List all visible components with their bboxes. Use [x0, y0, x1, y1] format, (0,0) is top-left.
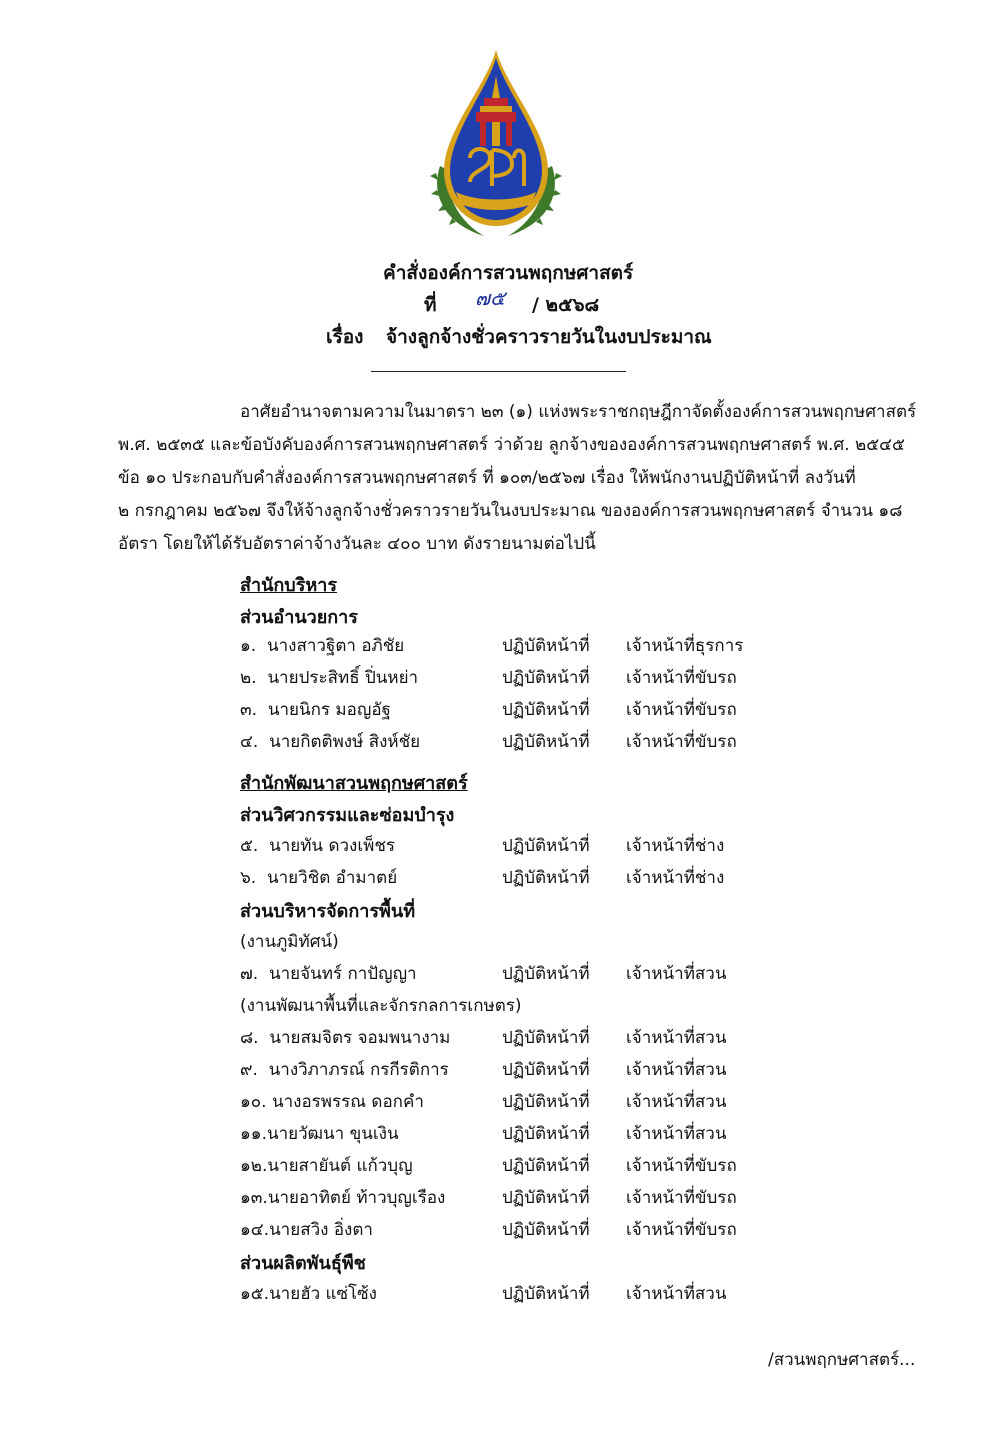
staff-position: เจ้าหน้าที่สวน [626, 1092, 727, 1112]
staff-name: นายทัน ดวงเพ็ชร [269, 836, 396, 856]
staff-no: ๗. [240, 964, 259, 984]
staff-no: ๘. [240, 1028, 259, 1048]
staff-no: ๙. [240, 1060, 258, 1080]
staff-row [240, 1024, 450, 1051]
staff-no: ๒. [240, 668, 257, 688]
section-eng-division: ส่วนวิศวกรรมและซ่อมบำรุง [240, 805, 455, 826]
staff-duty: ปฏิบัติหน้าที่ [502, 964, 590, 984]
staff-position: เจ้าหน้าที่ขับรถ [626, 668, 737, 688]
staff-duty: ปฏิบัติหน้าที่ [502, 732, 590, 752]
organization-logo [426, 46, 566, 246]
staff-position: เจ้าหน้าที่ช่าง [626, 836, 725, 856]
staff-no: ๓. [240, 700, 258, 720]
unit-landscape: (งานภูมิทัศน์) [240, 932, 339, 952]
staff-name: นายสายันต์ แก้วบุญ [267, 1156, 413, 1176]
staff-row [240, 1120, 399, 1147]
staff-position: เจ้าหน้าที่ช่าง [626, 868, 725, 888]
staff-duty: ปฏิบัติหน้าที่ [502, 1028, 590, 1048]
staff-name: นายอาทิตย์ ท้าวบุญเรือง [267, 1188, 446, 1208]
staff-row [240, 864, 397, 891]
staff-position: เจ้าหน้าที่สวน [626, 1124, 727, 1144]
order-number-year: / ๒๕๖๘ [532, 294, 600, 316]
unit-agri: (งานพัฒนาพื้นที่และจักรกลการเกษตร) [240, 996, 522, 1016]
staff-name: นายฮัว แซ่โซ้ง [269, 1284, 377, 1304]
staff-duty: ปฏิบัติหน้าที่ [502, 1188, 590, 1208]
staff-row [240, 1152, 413, 1179]
staff-no: ๑๓. [240, 1188, 268, 1208]
staff-position: เจ้าหน้าที่สวน [626, 1028, 727, 1048]
staff-name: นางวิภาภรณ์ กรกีรติการ [268, 1060, 449, 1080]
title-divider [371, 371, 626, 372]
staff-position: เจ้าหน้าที่สวน [626, 1060, 727, 1080]
order-number-label: ที่ [424, 294, 437, 316]
staff-position: เจ้าหน้าที่ขับรถ [626, 1156, 737, 1176]
staff-name: นายกิตติพงษ์ สิงห์ชัย [269, 732, 421, 752]
continuation-marker: /สวนพฤกษศาสตร์... [768, 1350, 916, 1370]
order-title: คำสั่งองค์การสวนพฤกษศาสตร์ [383, 262, 634, 284]
staff-name: นางอรพรรณ ดอกคำ [271, 1092, 424, 1112]
order-number-handwritten: ๗๕ [475, 286, 506, 310]
section-plant-division: ส่วนผลิตพันธุ์พืช [240, 1253, 366, 1274]
section-area-division: ส่วนบริหารจัดการพื้นที่ [240, 901, 416, 922]
staff-position: เจ้าหน้าที่ขับรถ [626, 732, 737, 752]
staff-name: นายจันทร์ กาปัญญา [269, 964, 417, 984]
staff-name: นายประสิทธิ์ ปิ่นหย่า [267, 668, 419, 688]
staff-duty: ปฏิบัติหน้าที่ [502, 700, 590, 720]
staff-no: ๖. [240, 868, 257, 888]
staff-position: เจ้าหน้าที่ขับรถ [626, 1188, 737, 1208]
staff-name: นายสมจิตร จอมพนางาม [269, 1028, 451, 1048]
section-office-admin: สำนักบริหาร [240, 575, 338, 596]
staff-name: นายวัฒนา ขุนเงิน [267, 1124, 399, 1144]
staff-duty: ปฏิบัติหน้าที่ [502, 1060, 590, 1080]
staff-no: ๑. [240, 636, 257, 656]
staff-name: นายวิชิต อำมาตย์ [267, 868, 398, 888]
staff-row [240, 632, 404, 659]
staff-duty: ปฏิบัติหน้าที่ [502, 1220, 590, 1240]
staff-duty: ปฏิบัติหน้าที่ [502, 1284, 590, 1304]
staff-duty: ปฏิบัติหน้าที่ [502, 636, 590, 656]
staff-duty: ปฏิบัติหน้าที่ [502, 868, 590, 888]
staff-no: ๑๑. [240, 1124, 267, 1144]
staff-row [240, 664, 418, 691]
body-line-5: อัตรา โดยให้ได้รับอัตราค่าจ้างวันละ ๔๐๐ บาท ดังรายนามต่อไปนี้ [118, 534, 596, 554]
staff-position: เจ้าหน้าที่ขับรถ [626, 1220, 737, 1240]
body-line-2: พ.ศ. ๒๕๓๕ และข้อบังคับองค์การสวนพฤกษศาสตร์ ว่าด้วย ลูกจ้างขององค์การสวนพฤกษศาสตร์ พ.ศ. ๒๕๔๕ [118, 435, 905, 455]
section-admin-division: ส่วนอำนวยการ [240, 607, 358, 628]
staff-row [240, 832, 395, 859]
staff-no: ๑๔. [240, 1220, 270, 1240]
staff-row [240, 1088, 424, 1115]
staff-position: เจ้าหน้าที่ขับรถ [626, 700, 737, 720]
staff-name: นายนิกร มอญอัฐ [267, 700, 391, 720]
staff-no: ๔. [240, 732, 259, 752]
staff-no: ๑๕. [240, 1284, 270, 1304]
staff-row [240, 960, 417, 987]
staff-name: นายสวิง อิ่งตา [269, 1220, 373, 1240]
staff-row [240, 1184, 445, 1211]
staff-row [240, 696, 391, 723]
staff-row [240, 1280, 377, 1307]
body-line-4: ๒ กรกฎาคม ๒๕๖๗ จึงให้จ้างลูกจ้างชั่วคราวรายวันในงบประมาณ ขององค์การสวนพฤกษศาสตร์ จำนวน ๑๘ [118, 501, 903, 521]
body-line-3: ข้อ ๑๐ ประกอบกับคำสั่งองค์การสวนพฤกษศาสตร์ ที่ ๑๐๓/๒๕๖๗ เรื่อง ให้พนักงานปฏิบัติหน้าที่ ลงวันที่ [118, 468, 856, 488]
body-line-1: อาศัยอำนาจตามความในมาตรา ๒๓ (๑) แห่งพระราชกฤษฎีกาจัดตั้งองค์การสวนพฤกษศาสตร์ [240, 402, 917, 422]
staff-no: ๕. [240, 836, 259, 856]
staff-position: เจ้าหน้าที่สวน [626, 1284, 727, 1304]
staff-no: ๑๒. [240, 1156, 268, 1176]
staff-duty: ปฏิบัติหน้าที่ [502, 836, 590, 856]
staff-row [240, 728, 420, 755]
staff-position: เจ้าหน้าที่ธุรการ [626, 636, 744, 656]
staff-duty: ปฏิบัติหน้าที่ [502, 1156, 590, 1176]
staff-row [240, 1056, 449, 1083]
staff-duty: ปฏิบัติหน้าที่ [502, 1092, 590, 1112]
subject-label: เรื่อง [326, 326, 364, 348]
staff-duty: ปฏิบัติหน้าที่ [502, 1124, 590, 1144]
staff-no: ๑๐. [240, 1092, 267, 1112]
section-office-dev: สำนักพัฒนาสวนพฤกษศาสตร์ [240, 773, 468, 794]
staff-position: เจ้าหน้าที่สวน [626, 964, 727, 984]
staff-duty: ปฏิบัติหน้าที่ [502, 668, 590, 688]
subject-text: จ้างลูกจ้างชั่วคราวรายวันในงบประมาณ [386, 326, 712, 348]
staff-row [240, 1216, 373, 1243]
staff-name: นางสาวฐิตา อภิชัย [267, 636, 405, 656]
